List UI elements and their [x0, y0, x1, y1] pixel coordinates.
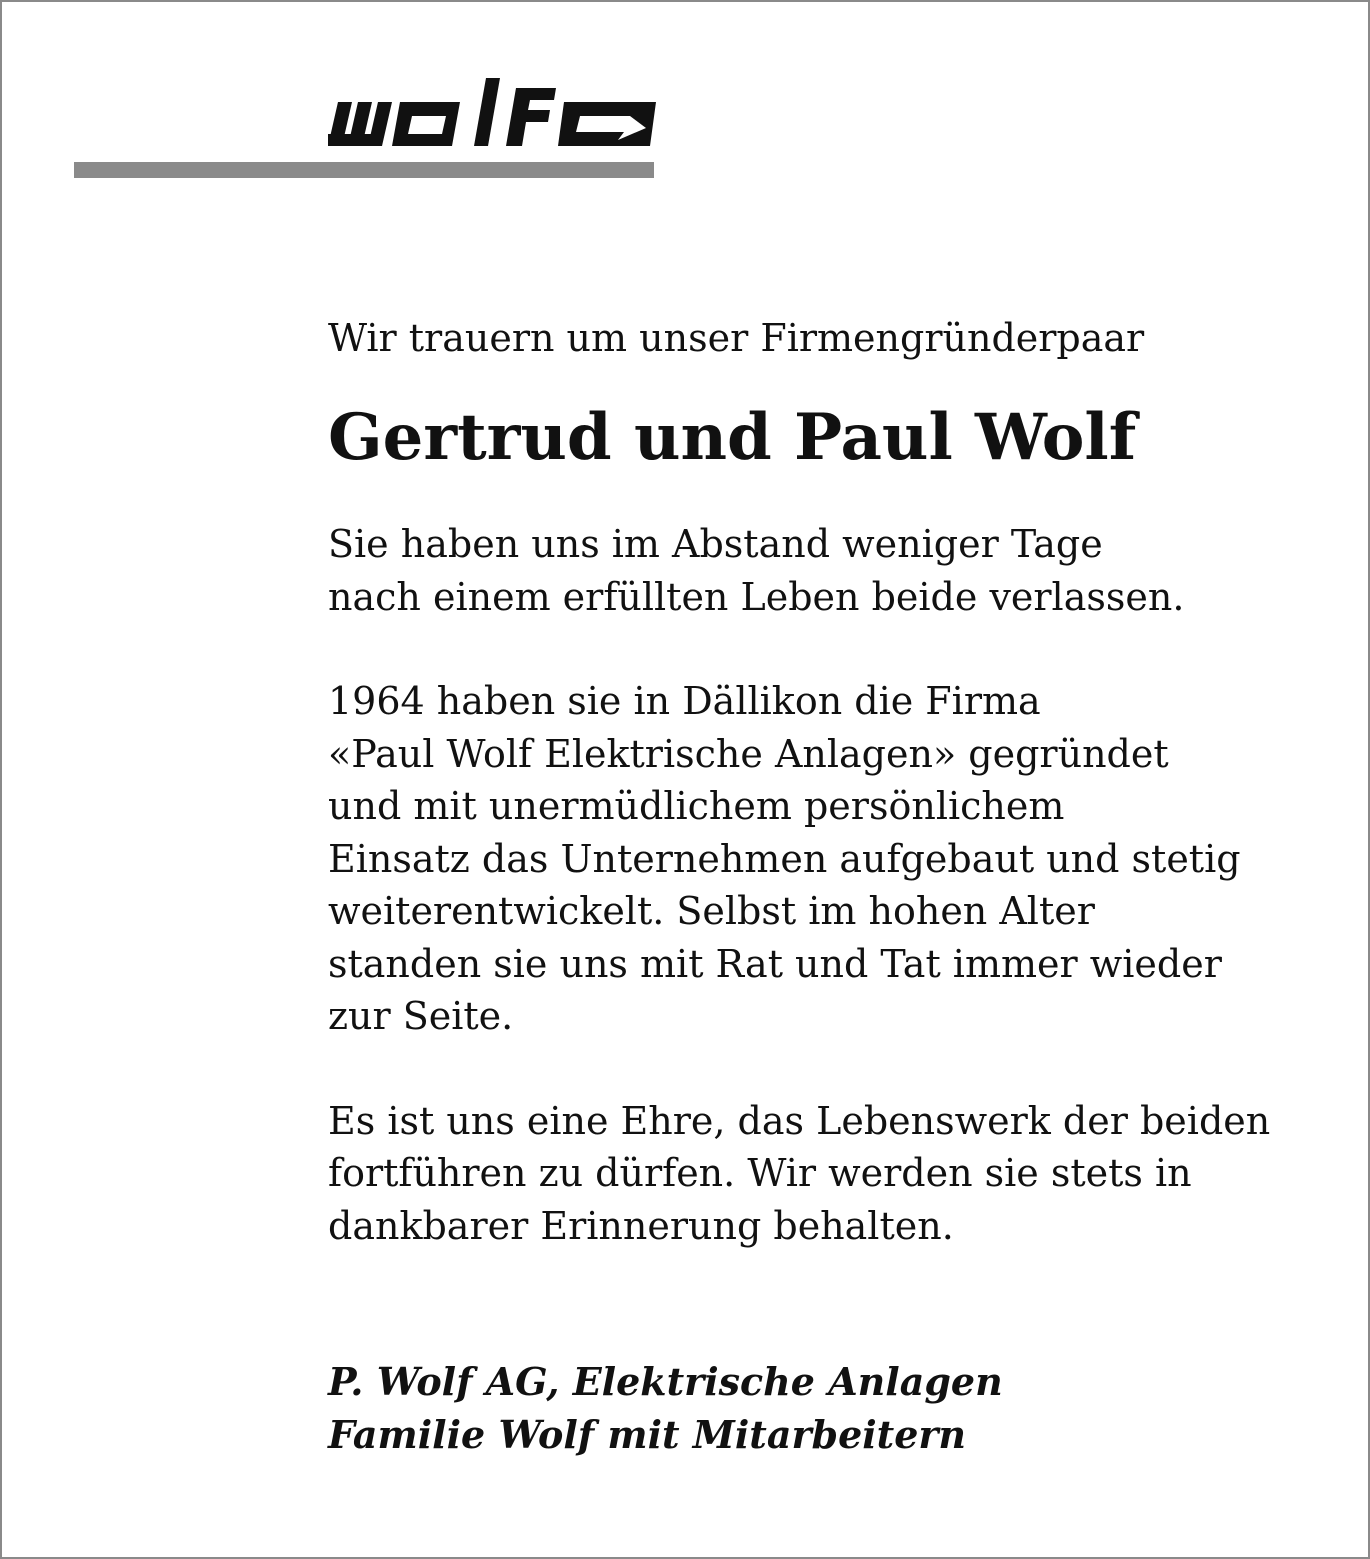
paragraph-1-line: Sie haben uns im Abstand weniger Tage [328, 522, 1103, 566]
paragraph-2 [328, 675, 1268, 1043]
paragraph-2-line: zur Seite. [328, 994, 514, 1038]
paragraph-2-line: Einsatz das Unternehmen aufgebaut und stetig [328, 836, 1241, 881]
deceased-names: Gertrud und Paul Wolf [328, 400, 1137, 475]
signature-company: P. Wolf AG, Elektrische Anlagen [328, 1359, 1003, 1404]
intro-line: Wir trauern um unser Firmengründerpaar [328, 316, 1145, 360]
paragraph-1-line: nach einem erfüllten Leben beide verlassen. [328, 574, 1185, 619]
paragraph-2-line: standen sie uns mit Rat und Tat immer wieder [328, 941, 1222, 986]
paragraph-2-line: 1964 haben sie in Dällikon die Firma [328, 679, 1041, 723]
paragraph-1 [328, 518, 1268, 623]
paragraph-2-line: und mit unermüdlichem persönlichem [328, 784, 1065, 828]
logo-underline-rule [74, 162, 654, 178]
wolf-logo-icon [328, 72, 656, 150]
notice-body [328, 312, 1271, 1461]
paragraph-2-line: weiterentwickelt. Selbst im hohen Alter [328, 889, 1095, 933]
paragraph-3-line: fortführen zu dürfen. Wir werden sie stets in [328, 1151, 1192, 1195]
paragraph-3-line: dankbarer Erinnerung behalten. [328, 1203, 954, 1248]
signature-family: Familie Wolf mit Mitarbeitern [328, 1411, 967, 1457]
paragraph-2-line: «Paul Wolf Elektrische Anlagen» gegründet [328, 731, 1169, 776]
paragraph-3-line: Es ist uns eine Ehre, das Lebenswerk der beiden [328, 1098, 1271, 1143]
paragraph-3 [328, 1095, 1271, 1253]
signature [328, 1356, 1268, 1461]
